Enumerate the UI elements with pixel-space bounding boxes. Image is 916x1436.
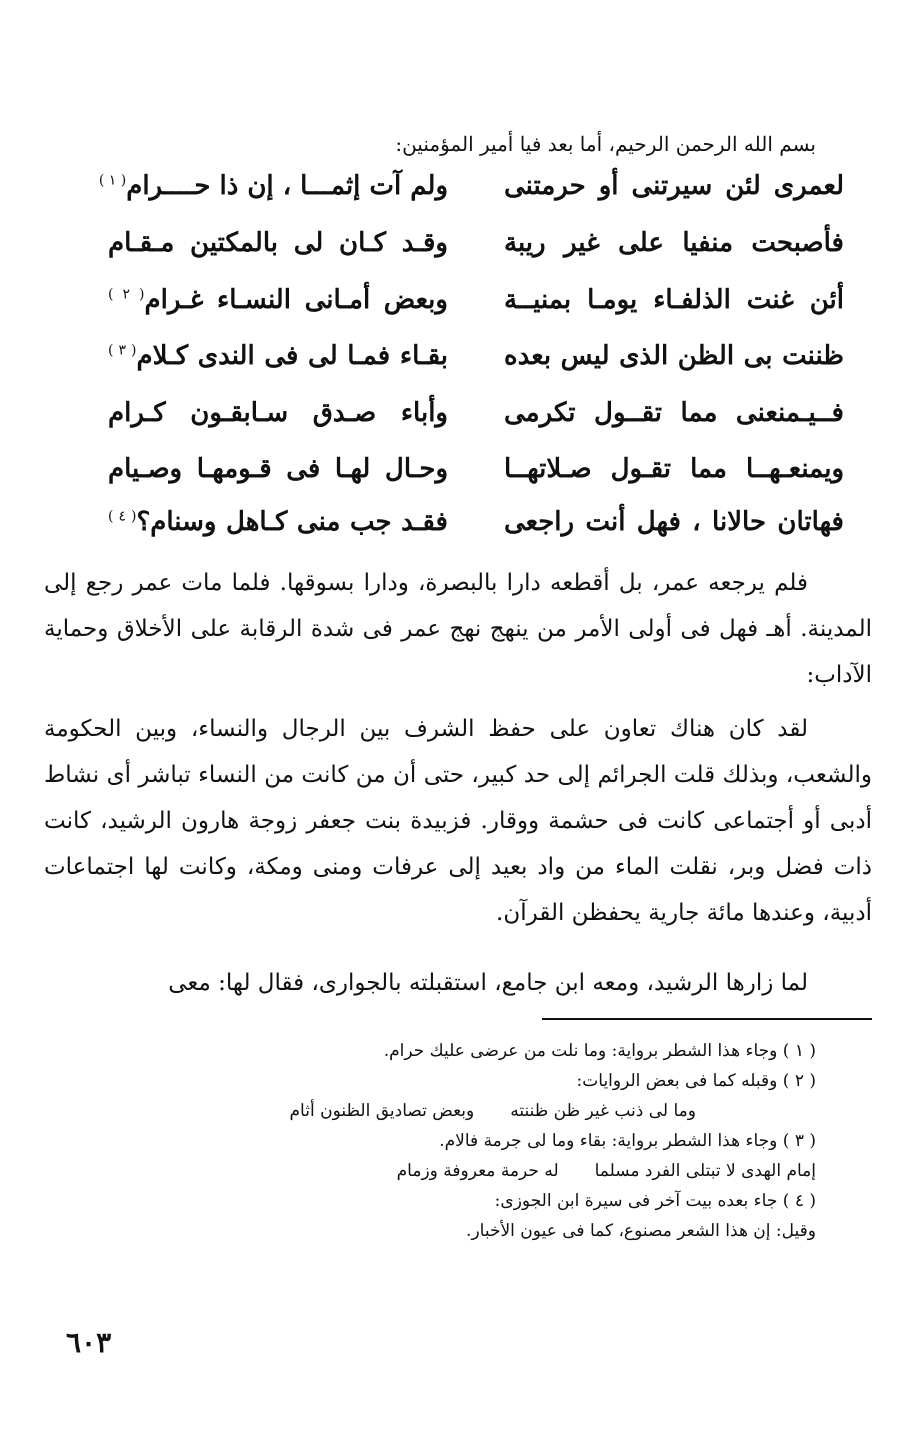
intro-line: بسم الله الرحمن الرحيم، أما بعد فيا أمير المؤمنين: <box>395 132 816 156</box>
footnote-marker: ( ٣ ) <box>108 342 137 359</box>
verse-second-hemistich: بقـاء فمـا لى فى الندى كـلام$^{( ٣ )}$ <box>108 341 449 371</box>
verse-second-hemistich: وبعض أمـانى النسـاء غـرام$^{( ٢ )}$ <box>108 285 448 315</box>
poem-verse <box>72 215 844 271</box>
poem-verse <box>72 494 844 550</box>
page-number: ٦٠٣ <box>66 1326 112 1359</box>
prose-paragraph: لقد كان هناك تعاون على حفظ الشرف بين الرجال والنساء، وبين الحكومة والشعب، وبذلك قلت الجرائم إلى حد كبير، حتى أن من كانت من النساء تباشر أى نشاط أدبى أو أجتماعى كانت فى حشمة ووقار. فزبيدة بنت جعفر زوجة هارون الرشيد، كانت ذات فضل وبر، نقلت الماء من واد بعيد إلى عرفات ومنى ومكة، وكانت لها اجتماعات أدبية، وعندها مائة جارية يحفظن القرآن. <box>44 716 872 926</box>
footnote-marker: ( ١ ) <box>98 172 127 189</box>
verse-first-hemistich: لعمرى لئن سيرتنى أو حرمتنى <box>504 171 844 201</box>
verse-second-hemistich: فقـد جب منى كـاهل وسنام؟$^{( ٤ )}$ <box>108 507 448 537</box>
verse-first-hemistich: فهاتان حالانا ، فهل أنت راجعى <box>504 507 844 537</box>
footnote-3: ( ٣ ) وجاء هذا الشطر برواية: بقاء وما لى جرمة فالام. <box>439 1131 816 1151</box>
verse-first-hemistich: فــيـمنعنى مما تقــول تكرمى <box>504 398 844 428</box>
verse-first-hemistich: ويمنعـهــا مما تقـول صـلاتهــا <box>504 454 844 484</box>
footnote-marker: ( ٤ ) <box>108 508 137 525</box>
poem-verse <box>72 441 844 497</box>
poem-verse <box>72 272 844 328</box>
footnote-divider <box>542 1018 872 1020</box>
prose-paragraph: لما زارها الرشيد، ومعه ابن جامع، استقبلته بالجوارى، فقال لها: معى <box>168 970 808 996</box>
verse-second-hemistich: وأباء صـدق سـابقـون كـرام <box>108 398 448 428</box>
footnote-4: ( ٤ ) جاء بعده بيت آخر فى سيرة ابن الجوزى: <box>494 1191 816 1211</box>
verse-second-hemistich: وقـد كـان لى بالمكتين مـقـام <box>108 228 448 258</box>
footnote-4-extra: وقيل: إن هذا الشعر مصنوع، كما فى عيون الأخبار. <box>466 1221 816 1241</box>
footnote-2: ( ٢ ) وقبله كما فى بعض الروايات: <box>576 1071 816 1091</box>
prose-paragraph: فلم يرجعه عمر، بل أقطعه دارا بالبصرة، ودارا بسوقها. فلما مات عمر رجع إلى المدينة. أهـ فهل فى أولى الأمر من ينهج نهج عمر فى شدة الرقابة على الأخلاق وحماية الآداب: <box>44 570 872 688</box>
footnote-1: ( ١ ) وجاء هذا الشطر برواية: وما نلت من عرضى عليك حرام. <box>383 1041 816 1061</box>
footnote-3-verse: إمام الهدى لا تبتلى الفرد مسلما له حرمة معروفة وزمام <box>396 1161 816 1181</box>
footnote-2-verse: وما لى ذنب غير ظن ظننته وبعض تصاديق الظنون أثام <box>289 1101 696 1121</box>
verse-first-hemistich: أئن غنت الذلفـاء يومـا بمنيــة <box>504 285 844 315</box>
verse-first-hemistich: ظننت بى الظن الذى ليس بعده <box>504 341 844 371</box>
verse-second-hemistich: وحـال لهـا فى قـومهـا وصـيام <box>108 454 448 484</box>
footnotes <box>100 1036 816 1246</box>
verse-second-hemistich: ولم آت إثمـــا ، إن ذا حــــرام$^{( ١ )}$ <box>98 171 448 201</box>
poem-verse <box>72 385 844 441</box>
footnote-marker: ( ٢ ) <box>108 286 145 303</box>
poem-verse <box>72 158 844 214</box>
poem-verse <box>72 328 844 384</box>
verse-first-hemistich: فأصبحت منفيا على غير ريبة <box>504 228 844 258</box>
